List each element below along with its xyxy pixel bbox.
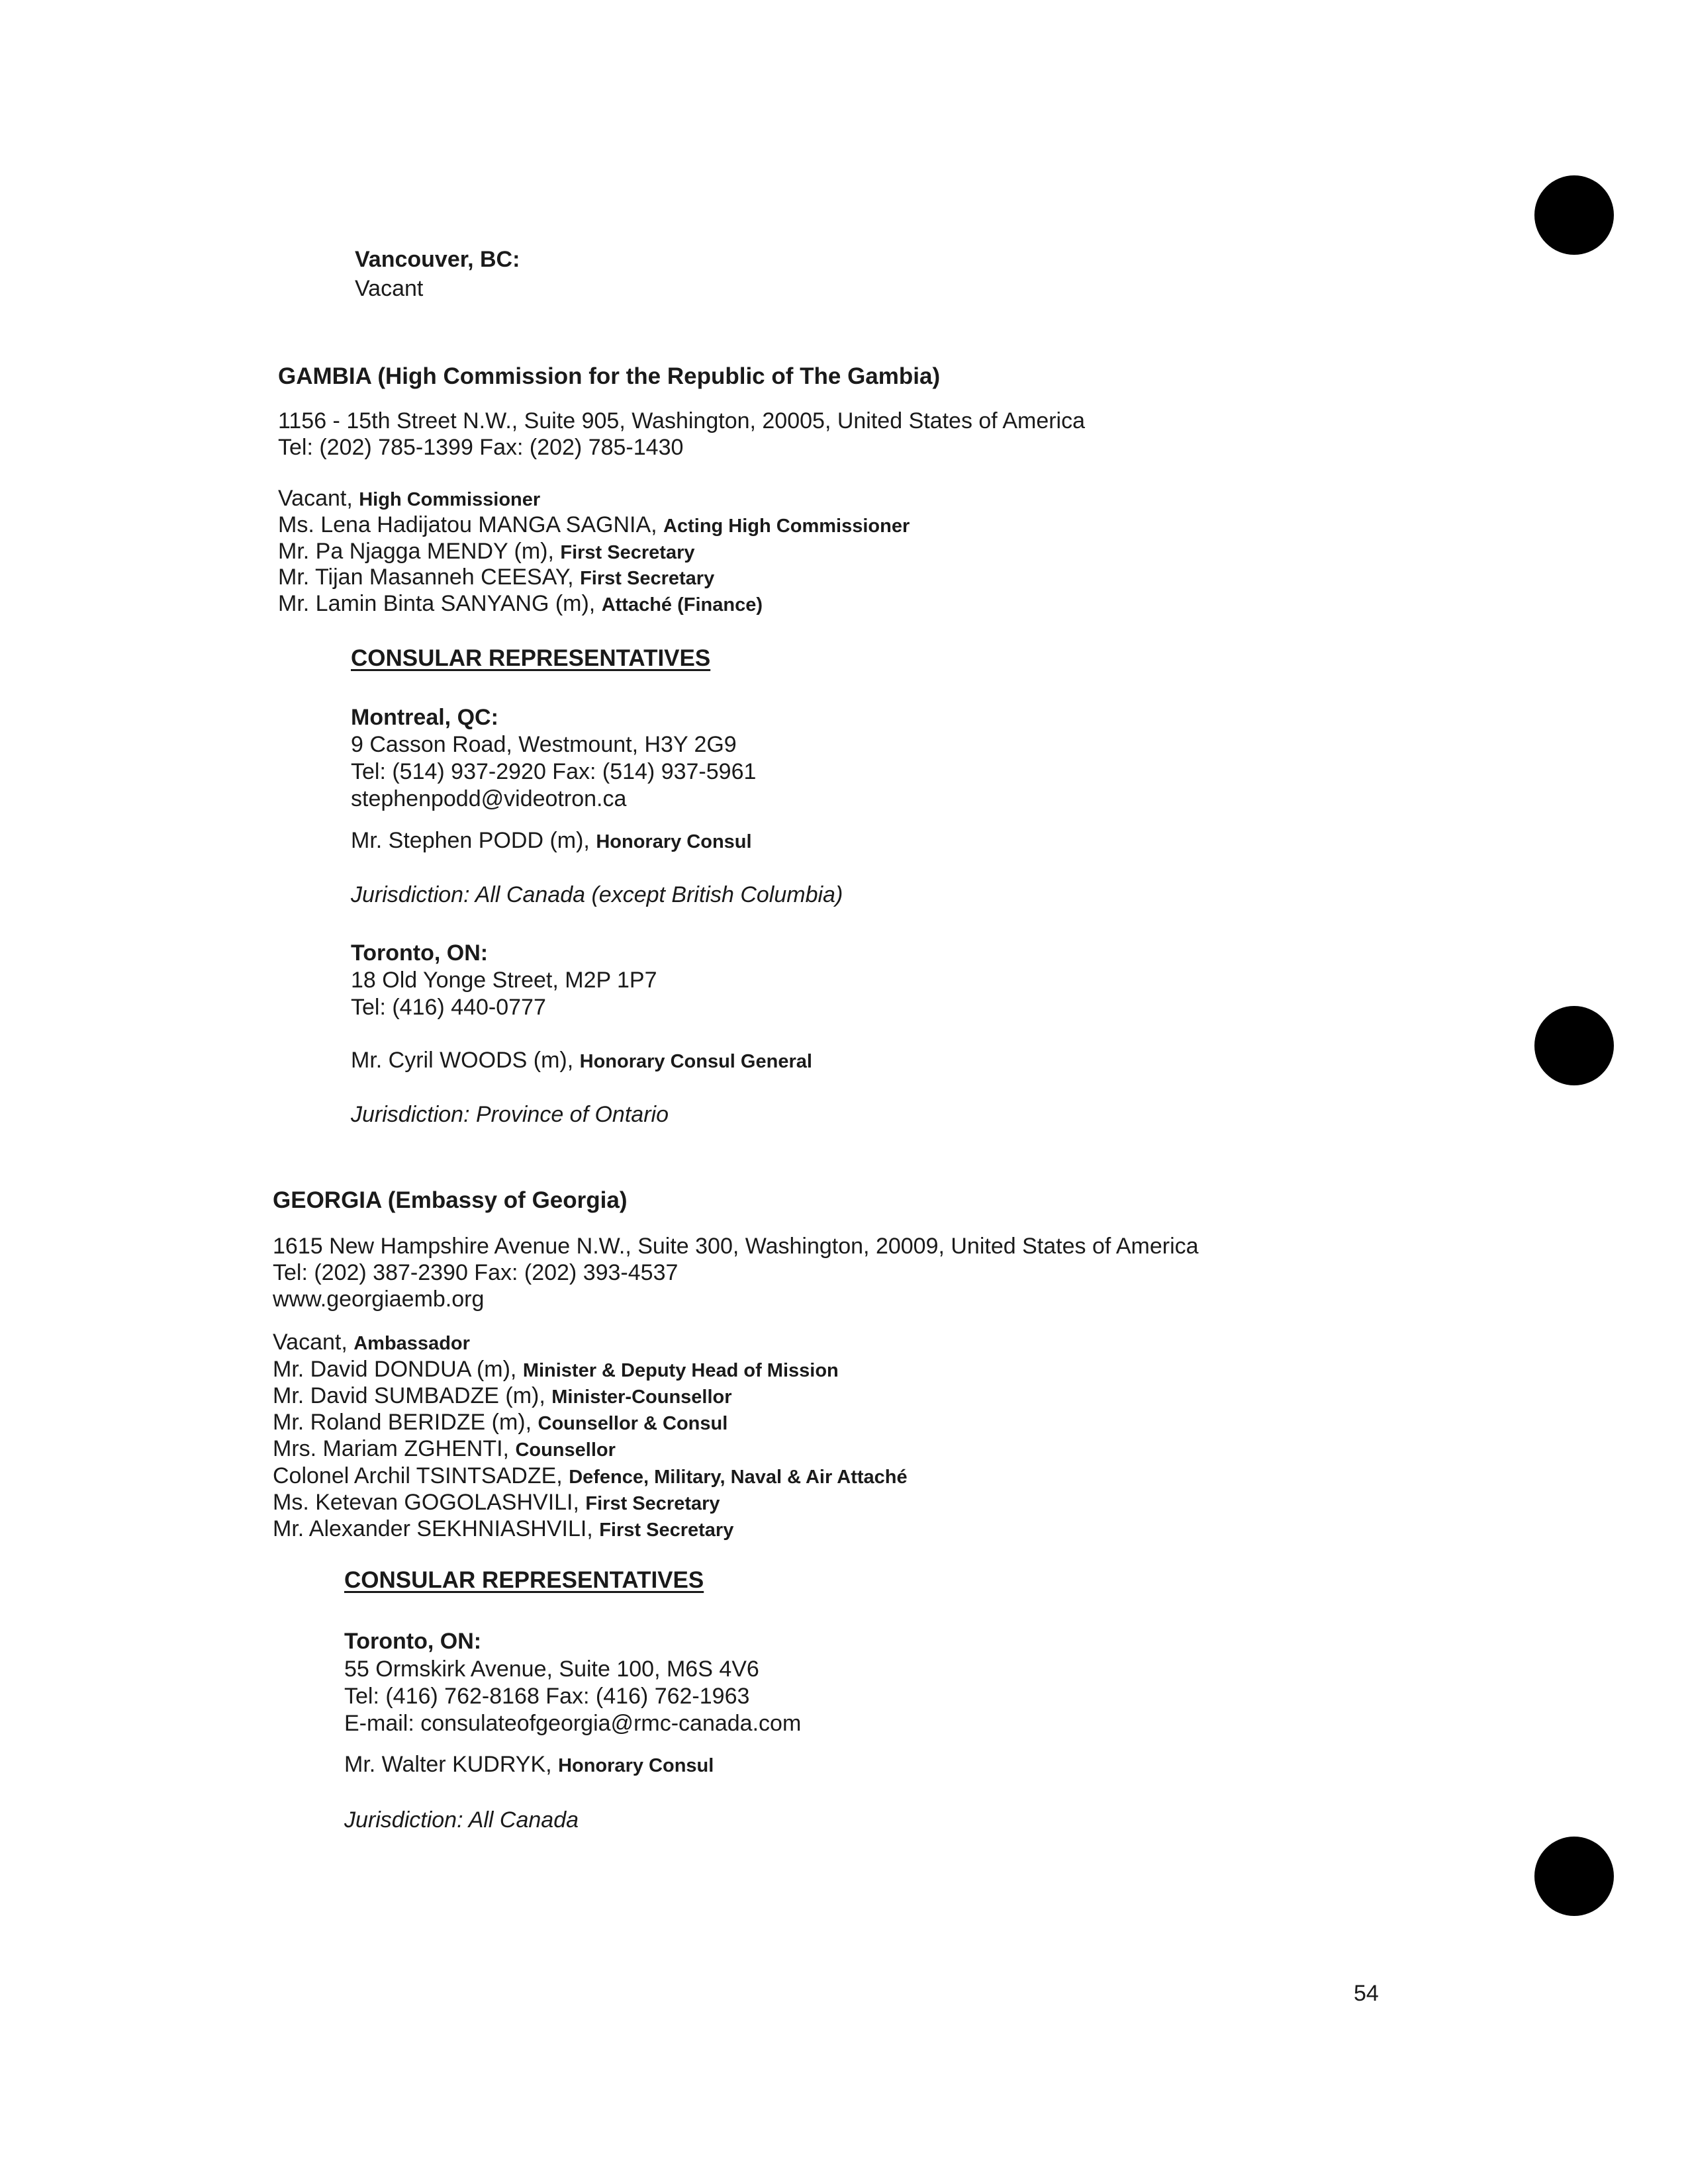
- montreal-jurisdiction: Jurisdiction: All Canada (except British Columbia): [351, 882, 843, 907]
- staff-role: Acting High Commissioner: [663, 516, 910, 537]
- toronto-phone: Tel: (416) 440-0777: [351, 995, 546, 1020]
- montreal-address: 9 Casson Road, Westmount, H3Y 2G9: [351, 732, 737, 757]
- montreal-consul: [351, 827, 752, 856]
- gambia-staff-line: [278, 512, 910, 540]
- staff-name: Mr. David DONDUA (m),: [273, 1357, 523, 1382]
- georgia-title: GEORGIA (Embassy of Georgia): [273, 1187, 628, 1213]
- georgia-address: 1615 New Hampshire Avenue N.W., Suite 300, Washington, 20009, United States of America: [273, 1234, 1199, 1259]
- montreal-city: Montreal, QC:: [351, 705, 498, 730]
- georgia-staff-line: [273, 1463, 908, 1491]
- montreal-email: stephenpodd@videotron.ca: [351, 786, 627, 811]
- georgia-staff-line: [273, 1356, 839, 1385]
- staff-role: Minister-Counsellor: [551, 1387, 732, 1408]
- staff-name: Mr. Tijan Masanneh CEESAY,: [278, 565, 581, 590]
- staff-name: Ms. Lena Hadijatou MANGA SAGNIA,: [278, 512, 664, 537]
- staff-role: First Secretary: [599, 1520, 734, 1541]
- toronto-consul: [351, 1047, 812, 1075]
- georgia-staff-line: [273, 1435, 616, 1464]
- staff-role: High Commissioner: [359, 489, 541, 510]
- gambia-consular-heading: CONSULAR REPRESENTATIVES: [351, 645, 711, 671]
- georgia-toronto-city: Toronto, ON:: [344, 1629, 482, 1654]
- gambia-phone: Tel: (202) 785-1399 Fax: (202) 785-1430: [278, 435, 684, 460]
- consul-role: Honorary Consul: [558, 1755, 714, 1776]
- gambia-staff-line: [278, 485, 540, 514]
- staff-role: First Secretary: [560, 542, 695, 563]
- staff-name: Mrs. Mariam ZGHENTI,: [273, 1436, 516, 1461]
- georgia-toronto-consul: [344, 1751, 714, 1780]
- staff-name: Ms. Ketevan GOGOLASHVILI,: [273, 1490, 586, 1515]
- staff-name: Mr. Roland BERIDZE (m),: [273, 1410, 538, 1435]
- georgia-staff-line: [273, 1489, 720, 1518]
- staff-role: First Secretary: [580, 568, 715, 589]
- georgia-toronto-phone: Tel: (416) 762-8168 Fax: (416) 762-1963: [344, 1684, 750, 1709]
- staff-name: Vacant,: [278, 486, 359, 511]
- staff-role: Counsellor & Consul: [538, 1413, 728, 1434]
- staff-name: Vacant,: [273, 1330, 354, 1355]
- georgia-phone: Tel: (202) 387-2390 Fax: (202) 393-4537: [273, 1260, 679, 1285]
- consul-role: Honorary Consul General: [579, 1051, 812, 1072]
- gambia-staff-line: [278, 590, 763, 619]
- staff-role: Minister & Deputy Head of Mission: [522, 1360, 839, 1381]
- gambia-staff-line: [278, 538, 695, 567]
- consul-name: Mr. Cyril WOODS (m),: [351, 1048, 580, 1073]
- vancouver-status: Vacant: [355, 276, 424, 301]
- toronto-city: Toronto, ON:: [351, 940, 489, 966]
- binder-hole-top: [1534, 175, 1614, 255]
- staff-role: First Secretary: [585, 1493, 720, 1514]
- staff-name: Colonel Archil TSINTSADZE,: [273, 1463, 569, 1488]
- georgia-staff-line: [273, 1383, 732, 1411]
- georgia-toronto-email: E-mail: consulateofgeorgia@rmc-canada.com: [344, 1711, 802, 1736]
- georgia-staff-line: [273, 1329, 470, 1357]
- georgia-staff-line: [273, 1516, 733, 1544]
- staff-name: Mr. David SUMBADZE (m),: [273, 1383, 552, 1408]
- montreal-phone: Tel: (514) 937-2920 Fax: (514) 937-5961: [351, 759, 757, 784]
- page-number: 54: [1354, 1981, 1379, 2006]
- toronto-jurisdiction: Jurisdiction: Province of Ontario: [351, 1102, 669, 1127]
- georgia-staff-line: [273, 1409, 727, 1437]
- vancouver-city: Vancouver, BC:: [355, 247, 520, 272]
- georgia-toronto-jurisdiction: Jurisdiction: All Canada: [344, 1807, 579, 1833]
- consul-name: Mr. Walter KUDRYK,: [344, 1752, 559, 1777]
- georgia-toronto-address: 55 Ormskirk Avenue, Suite 100, M6S 4V6: [344, 1657, 759, 1682]
- staff-name: Mr. Alexander SEKHNIASHVILI,: [273, 1516, 600, 1541]
- gambia-title: GAMBIA (High Commission for the Republic of The Gambia): [278, 363, 941, 389]
- staff-role: Ambassador: [353, 1333, 470, 1354]
- staff-role: Counsellor: [515, 1439, 616, 1461]
- binder-hole-middle: [1534, 1006, 1614, 1085]
- staff-role: Defence, Military, Naval & Air Attaché: [569, 1467, 908, 1488]
- binder-hole-bottom: [1534, 1837, 1614, 1916]
- gambia-staff-line: [278, 564, 714, 592]
- staff-name: Mr. Pa Njagga MENDY (m),: [278, 539, 561, 564]
- gambia-address: 1156 - 15th Street N.W., Suite 905, Washington, 20005, United States of America: [278, 408, 1086, 433]
- staff-name: Mr. Lamin Binta SANYANG (m),: [278, 591, 602, 616]
- georgia-website: www.georgiaemb.org: [273, 1287, 485, 1312]
- georgia-consular-heading: CONSULAR REPRESENTATIVES: [344, 1567, 704, 1593]
- consul-name: Mr. Stephen PODD (m),: [351, 828, 596, 853]
- consul-role: Honorary Consul: [596, 831, 752, 852]
- toronto-address: 18 Old Yonge Street, M2P 1P7: [351, 968, 657, 993]
- staff-role: Attaché (Finance): [601, 594, 763, 615]
